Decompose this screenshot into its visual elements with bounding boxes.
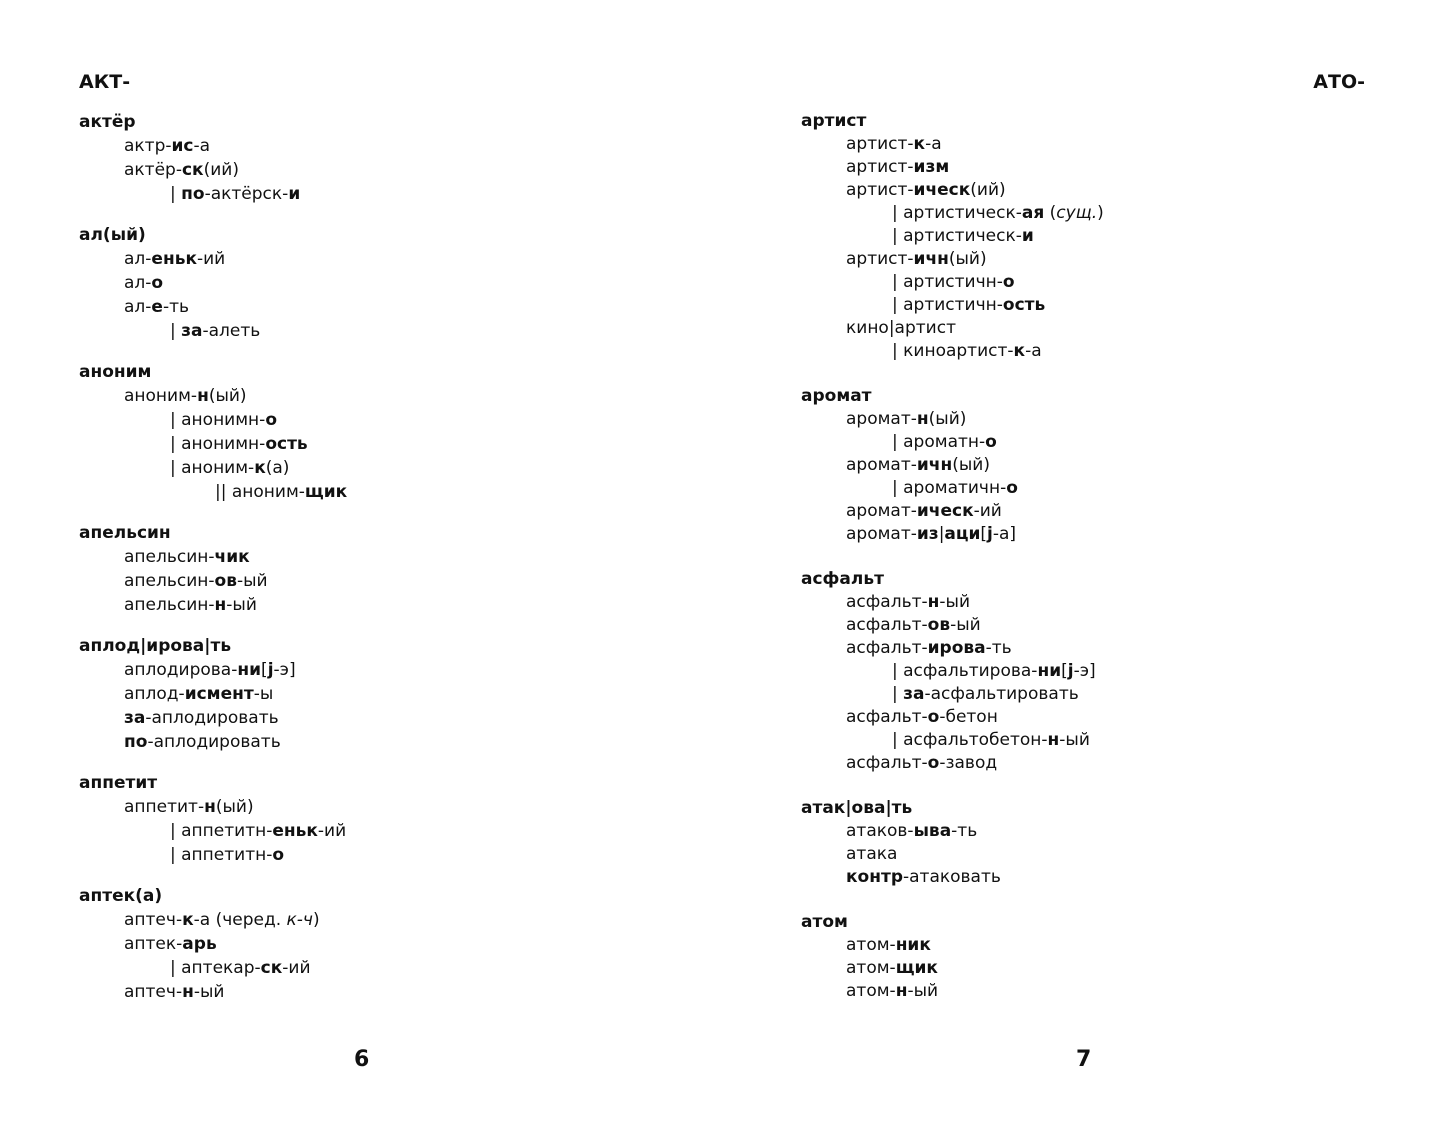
- page-number-left: 6: [354, 1047, 370, 1072]
- page-number-right: 7: [1076, 1047, 1092, 1072]
- headword: аромат: [801, 386, 872, 406]
- entry-gap: [801, 363, 1401, 385]
- derivative-line: | за-асфальтировать: [892, 684, 1079, 704]
- derivative-line: | асфальтобетон-н-ый: [892, 730, 1090, 750]
- headword: артист: [801, 111, 867, 131]
- derivative-line: кино|артист: [846, 318, 956, 338]
- derivative-line: | аппетитн-о: [170, 845, 285, 865]
- derivative-line: за-аплодировать: [124, 708, 279, 728]
- entry-gap: [801, 546, 1401, 568]
- derivative-line: атом-щик: [846, 958, 938, 978]
- derivative-line: актёр-ск(ий): [124, 160, 239, 180]
- headword: аптек(а): [79, 886, 163, 906]
- derivative-line: аптеч-н-ый: [124, 982, 225, 1002]
- derivative-line: аппетит-н(ый): [124, 797, 254, 817]
- derivative-line: | ароматичн-о: [892, 478, 1018, 498]
- derivative-line: ал-еньк-ий: [124, 249, 226, 269]
- headword: атом: [801, 912, 848, 932]
- headword: аноним: [79, 362, 152, 382]
- derivative-line: | аптекар-ск-ий: [170, 958, 311, 978]
- derivative-line: | за-алеть: [170, 321, 261, 341]
- derivative-line: актр-ис-а: [124, 136, 211, 156]
- derivative-line: артист-ичн(ый): [846, 249, 987, 269]
- entry-gap: [801, 775, 1401, 797]
- derivative-line: артист-изм: [846, 157, 950, 177]
- derivative-line: аромат-н(ый): [846, 409, 967, 429]
- derivative-line: асфальт-о-завод: [846, 753, 998, 773]
- derivative-line: аплодирова-ни[j-э]: [124, 660, 296, 680]
- derivative-line: | по-актёрск-и: [170, 184, 301, 204]
- running-header-left: АКТ-: [79, 71, 131, 93]
- derivative-line: контр-атаковать: [846, 867, 1001, 887]
- derivative-line: асфальт-ирова-ть: [846, 638, 1012, 658]
- derivative-line: апельсин-ов-ый: [124, 571, 268, 591]
- derivative-line: артист-к-а: [846, 134, 942, 154]
- headword: аплод|ирова|ть: [79, 636, 232, 656]
- derivative-line: аноним-н(ый): [124, 386, 247, 406]
- derivative-line: асфальт-н-ый: [846, 592, 970, 612]
- derivative-line: асфальт-ов-ый: [846, 615, 981, 635]
- entry-gap: [79, 867, 679, 884]
- derivative-line: | анонимн-о: [170, 410, 277, 430]
- derivative-line: аплод-исмент-ы: [124, 684, 274, 704]
- derivative-line: | ароматн-о: [892, 432, 997, 452]
- derivative-line: апельсин-чик: [124, 547, 250, 567]
- derivative-line: аромат-ическ-ий: [846, 501, 1002, 521]
- derivative-line: апельсин-н-ый: [124, 595, 257, 615]
- entry-gap: [79, 206, 679, 223]
- left-page-entries: [79, 110, 679, 1004]
- derivative-line: аромат-из|аци[j-а]: [846, 524, 1017, 544]
- derivative-line: аптеч-к-а (черед. к-ч): [124, 910, 320, 930]
- derivative-line: | анонимн-ость: [170, 434, 308, 454]
- headword: апельсин: [79, 523, 171, 543]
- entry-gap: [79, 504, 679, 521]
- headword: аппетит: [79, 773, 158, 793]
- derivative-line: аромат-ичн(ый): [846, 455, 990, 475]
- derivative-line: аптек-арь: [124, 934, 217, 954]
- right-page-entries: [801, 110, 1401, 1003]
- entry-gap: [79, 754, 679, 771]
- derivative-line: атака: [846, 844, 898, 864]
- headword: атак|ова|ть: [801, 798, 913, 818]
- derivative-line: | артистическ-ая (сущ.): [892, 203, 1104, 223]
- derivative-line: | киноартист-к-а: [892, 341, 1042, 361]
- derivative-line: | артистичн-о: [892, 272, 1015, 292]
- derivative-line: атом-ник: [846, 935, 931, 955]
- derivative-line: | асфальтирова-ни[j-э]: [892, 661, 1096, 681]
- derivative-line: ал-о: [124, 273, 164, 293]
- derivative-line: асфальт-о-бетон: [846, 707, 998, 727]
- derivative-line: | аноним-к(а): [170, 458, 290, 478]
- derivative-line: | артистичн-ость: [892, 295, 1046, 315]
- headword: актёр: [79, 112, 136, 132]
- derivative-line: | артистическ-и: [892, 226, 1034, 246]
- headword: асфальт: [801, 569, 884, 589]
- entry-gap: [79, 617, 679, 634]
- derivative-line: по-аплодировать: [124, 732, 281, 752]
- headword: ал(ый): [79, 225, 146, 245]
- derivative-line: || аноним-щик: [215, 482, 348, 502]
- entry-gap: [79, 343, 679, 360]
- derivative-line: атом-н-ый: [846, 981, 939, 1001]
- running-header-right: АТО-: [1313, 71, 1365, 93]
- entry-gap: [801, 889, 1401, 911]
- derivative-line: артист-ическ(ий): [846, 180, 1006, 200]
- derivative-line: атаков-ыва-ть: [846, 821, 978, 841]
- derivative-line: | аппетитн-еньк-ий: [170, 821, 347, 841]
- derivative-line: ал-е-ть: [124, 297, 190, 317]
